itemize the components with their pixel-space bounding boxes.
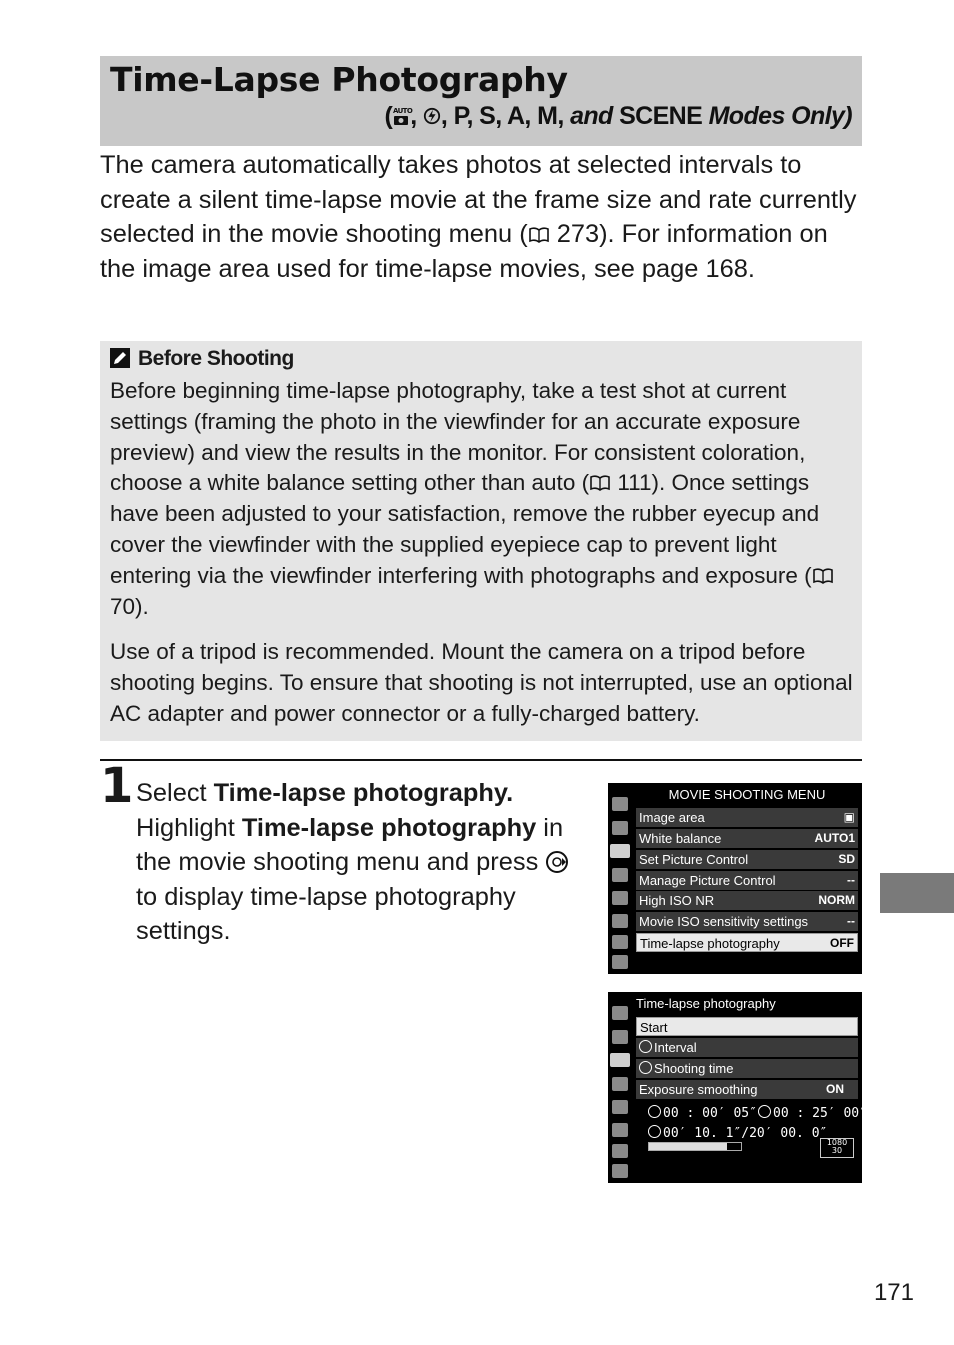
setup-menu-icon[interactable] bbox=[612, 1100, 628, 1114]
menu-item-set-picture-control[interactable]: Set Picture Control SD bbox=[636, 850, 858, 869]
pencil-note-icon bbox=[110, 348, 130, 368]
interval-icon bbox=[639, 1040, 652, 1053]
memory-card-gauge-fill bbox=[649, 1143, 727, 1150]
menu-item-exposure-smoothing[interactable]: Exposure smoothing ON bbox=[636, 1080, 858, 1099]
menu-item-manage-picture-control[interactable]: Manage Picture Control -- bbox=[636, 871, 858, 890]
menu-item-start[interactable]: Start bbox=[636, 1017, 858, 1036]
my-menu-icon[interactable] bbox=[612, 935, 628, 949]
page-number: 171 bbox=[873, 1279, 914, 1306]
playback-menu-icon[interactable] bbox=[612, 797, 628, 811]
flash-off-mode-icon bbox=[423, 106, 441, 126]
help-icon[interactable] bbox=[612, 1164, 628, 1178]
mode-subtitle: ( AUTO , , P, S, A, M, and SCENE Modes Only) bbox=[384, 102, 852, 130]
book-reference-icon bbox=[812, 568, 834, 584]
section-title-bar bbox=[100, 56, 862, 146]
shooting-time-icon bbox=[639, 1061, 652, 1074]
help-icon[interactable] bbox=[612, 955, 628, 969]
step-instructions: Select Time-lapse photography. Highlight Time-lapse photography in the movie shooting menu and press to display time-lapse photography settings. bbox=[136, 776, 586, 949]
custom-settings-icon[interactable] bbox=[612, 868, 628, 882]
shooting-time-icon bbox=[758, 1105, 771, 1118]
screen-title: MOVIE SHOOTING MENU bbox=[668, 787, 826, 802]
note-paragraph-1: Before beginning time-lapse photography, take a test shot at current settings (framing the photo in the viewfinder for an accurate exposure preview) and view the results in the monitor. For consistent coloration, choose a white balance setting other than auto ( 111). Once settings have been adjusted to your satisfaction, remove the rubber eyecup and cover the viewfinder with the supplied eyepiece cap to prevent light entering via the viewfinder interfering with photographs and exposure ( 70). bbox=[110, 376, 862, 622]
book-reference-icon bbox=[528, 227, 550, 243]
multi-selector-right-icon bbox=[545, 850, 569, 874]
playback-menu-icon[interactable] bbox=[612, 1006, 628, 1020]
time-lapse-settings-screen bbox=[608, 992, 867, 1183]
custom-settings-icon[interactable] bbox=[612, 1077, 628, 1091]
note-heading: Before Shooting bbox=[110, 347, 294, 371]
intro-paragraph: The camera automatically takes photos at selected intervals to create a silent time-lapse movie at the frame size and rate currently selected in the movie shooting menu ( 273). For information on the image area used for time-lapse movies, see page 168. bbox=[100, 151, 857, 284]
movie-duration-icon bbox=[648, 1125, 661, 1138]
menu-item-shooting-time[interactable]: Shooting time bbox=[636, 1059, 858, 1078]
menu-item-time-lapse[interactable]: Time-lapse photography OFF bbox=[636, 933, 858, 952]
chapter-thumb-tab bbox=[880, 873, 954, 913]
screen-title: Time-lapse photography bbox=[636, 996, 776, 1011]
memory-card-gauge bbox=[648, 1142, 742, 1151]
interval-icon bbox=[648, 1105, 661, 1118]
menu-item-high-iso-nr[interactable]: High ISO NR NORM bbox=[636, 891, 858, 910]
movie-shooting-menu-icon[interactable] bbox=[610, 1053, 630, 1067]
photo-shooting-menu-icon[interactable] bbox=[612, 821, 628, 835]
duration-readout: 00′ 10. 1″/20′ 00. 0″ bbox=[648, 1125, 827, 1141]
auto-mode-icon bbox=[392, 106, 413, 126]
book-reference-icon bbox=[589, 475, 611, 491]
my-menu-icon[interactable] bbox=[612, 1144, 628, 1158]
movie-frame-size-badge: 1080 30 bbox=[820, 1138, 854, 1158]
menu-sidebar bbox=[608, 992, 632, 1183]
before-shooting-note bbox=[100, 341, 862, 741]
menu-item-interval[interactable]: Interval bbox=[636, 1038, 858, 1057]
photo-shooting-menu-icon[interactable] bbox=[612, 1030, 628, 1044]
menu-item-image-area[interactable]: Image area ▣ bbox=[636, 808, 858, 827]
step-divider bbox=[100, 759, 862, 761]
shooting-time-readout: 00 : 25′ 00″ bbox=[758, 1105, 867, 1121]
retouch-menu-icon[interactable] bbox=[612, 1123, 628, 1137]
movie-shooting-menu-screen bbox=[608, 783, 862, 974]
movie-shooting-menu-icon[interactable] bbox=[610, 844, 630, 858]
page-title: Time-Lapse Photography bbox=[110, 60, 568, 99]
note-paragraph-2: Use of a tripod is recommended. Mount the camera on a tripod before shooting begins. To ensure that shooting is not interrupted, use an optional AC adapter and power connector or a fully-charged battery. bbox=[110, 639, 853, 726]
svg-text:AUTO: AUTO bbox=[393, 107, 413, 115]
menu-item-white-balance[interactable]: White balance AUTO1 bbox=[636, 829, 858, 848]
menu-sidebar bbox=[608, 783, 632, 974]
step-number: 1 bbox=[100, 758, 134, 814]
interval-readout: 00 : 00′ 05″ bbox=[648, 1105, 757, 1121]
menu-item-movie-iso[interactable]: Movie ISO sensitivity settings -- bbox=[636, 912, 858, 931]
retouch-menu-icon[interactable] bbox=[612, 914, 628, 928]
setup-menu-icon[interactable] bbox=[612, 891, 628, 905]
